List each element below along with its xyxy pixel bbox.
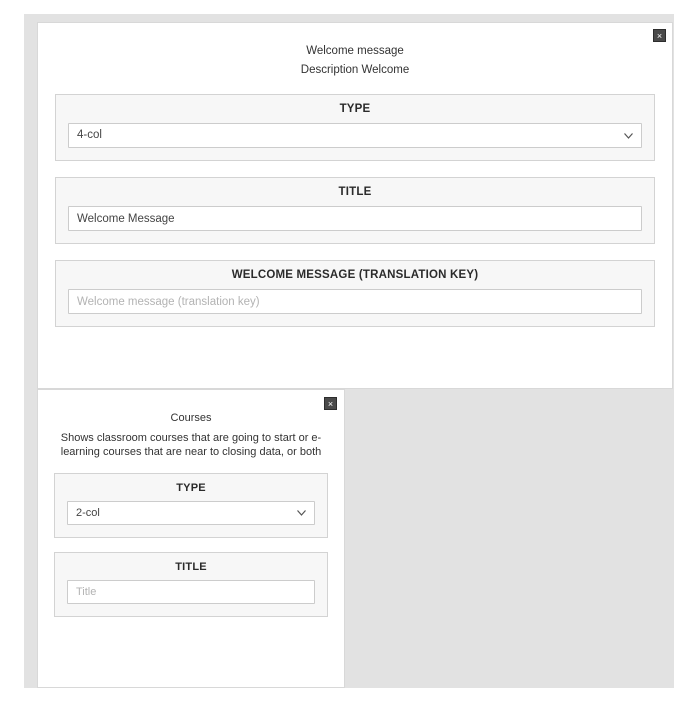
type-field-label: TYPE xyxy=(339,103,371,115)
type-select[interactable] xyxy=(67,501,315,525)
widget-fields xyxy=(54,473,328,617)
widget-courses xyxy=(37,389,345,688)
welcome-message-key-label: WELCOME MESSAGE (TRANSLATION KEY) xyxy=(231,269,479,281)
field-group-type xyxy=(54,473,328,538)
welcome-message-key-input[interactable] xyxy=(68,289,642,314)
widget-welcome-message xyxy=(37,22,673,389)
close-icon[interactable]: × xyxy=(324,397,337,410)
title-field-label: TITLE xyxy=(338,186,372,198)
dashboard-canvas xyxy=(24,14,674,688)
type-field-label: TYPE xyxy=(176,482,206,494)
widget-description: Shows classroom courses that are going to start or e-learning courses that are near to closing data, or both xyxy=(60,432,322,458)
widget-fields xyxy=(55,94,655,327)
close-icon[interactable]: × xyxy=(653,29,666,42)
title-input[interactable] xyxy=(67,580,315,604)
title-input[interactable] xyxy=(68,206,642,231)
widget-title: Welcome message xyxy=(306,45,404,57)
field-group-title xyxy=(55,177,655,244)
field-group-title xyxy=(54,552,328,617)
title-field-label: TITLE xyxy=(175,561,207,573)
widget-description: Description Welcome xyxy=(300,64,410,76)
field-group-welcome-message-key xyxy=(55,260,655,327)
type-select-wrapper[interactable] xyxy=(68,123,642,148)
field-group-type xyxy=(55,94,655,161)
type-select[interactable] xyxy=(68,123,642,148)
type-select-wrapper[interactable] xyxy=(67,501,315,525)
widget-title: Courses xyxy=(170,412,212,424)
